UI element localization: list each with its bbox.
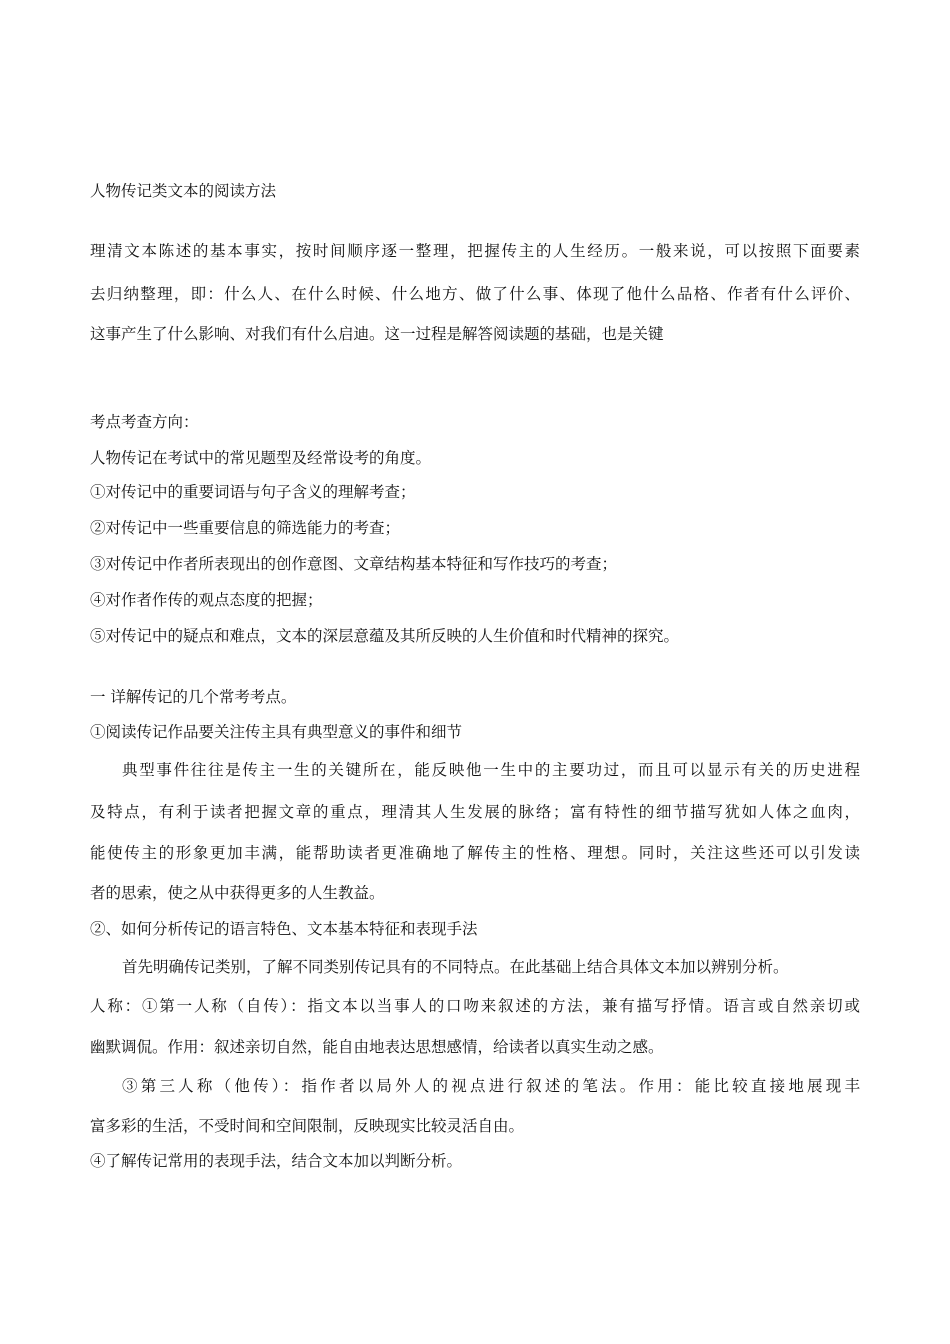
point-1-title: ①阅读传记作品要关注传主具有典型意义的事件和细节 <box>90 723 463 741</box>
point-4-title: ④了解传记常用的表现手法，结合文本加以判断分析。 <box>90 1152 463 1170</box>
first-person-line-2: 幽默调侃。作用：叙述亲切自然，能自由地表达思想感情，给读者以真实生动之感。 <box>90 1038 664 1056</box>
focus-item-2: ②对传记中一些重要信息的筛选能力的考查； <box>90 519 401 537</box>
focus-subheading: 人物传记在考试中的常见题型及经常设考的角度。 <box>90 449 432 467</box>
point-1-body-line-3: 能使传主的形象更加丰满，能帮助读者更准确地了解传主的性格、理想。同时，关注这些还可以引发读 <box>90 844 860 862</box>
focus-item-1: ①对传记中的重要词语与句子含义的理解考查； <box>90 483 416 501</box>
point-1-body-line-1: 典型事件往往是传主一生的关键所在，能反映他一生中的主要功过，而且可以显示有关的历史进程 <box>122 761 860 779</box>
intro-line-2: 去归纳整理，即：什么人、在什么时候、什么地方、做了什么事、体现了他什么品格、作者有什么评价、 <box>90 285 860 303</box>
point-1-body-line-2: 及特点，有利于读者把握文章的重点，理清其人生发展的脉络；富有特性的细节描写犹如人体之血肉， <box>90 803 860 821</box>
section-heading: 一 详解传记的几个常考考点。 <box>90 688 297 706</box>
point-2-title: ②、如何分析传记的语言特色、文本基本特征和表现手法 <box>90 920 478 938</box>
third-person-line-2: 富多彩的生活，不受时间和空间限制，反映现实比较灵活自由。 <box>90 1117 525 1135</box>
focus-heading: 考点考查方向： <box>90 413 199 431</box>
focus-item-4: ④对作者作传的观点态度的把握； <box>90 591 323 609</box>
intro-line-1: 理清文本陈述的基本事实，按时间顺序逐一整理，把握传主的人生经历。一般来说，可以按照下面要素 <box>90 242 860 260</box>
third-person-line-1: ③第三人称（他传）：指作者以局外人的视点进行叙述的笔法。作用：能比较直接地展现丰 <box>122 1077 860 1095</box>
first-person-line-1: 人称：①第一人称（自传）：指文本以当事人的口吻来叙述的方法，兼有描写抒情。语言或自然亲切或 <box>90 997 860 1015</box>
focus-item-5: ⑤对传记中的疑点和难点，文本的深层意蕴及其所反映的人生价值和时代精神的探究。 <box>90 627 680 645</box>
focus-item-3: ③对传记中作者所表现出的创作意图、文章结构基本特征和写作技巧的考查； <box>90 555 618 573</box>
point-2-intro: 首先明确传记类别，了解不同类别传记具有的不同特点。在此基础上结合具体文本加以辨别分析。 <box>122 958 789 976</box>
point-1-body-line-4: 者的思索，使之从中获得更多的人生教益。 <box>90 884 385 902</box>
document-title: 人物传记类文本的阅读方法 <box>90 182 277 200</box>
intro-line-3: 这事产生了什么影响、对我们有什么启迪。这一过程是解答阅读题的基础，也是关键 <box>90 325 664 343</box>
